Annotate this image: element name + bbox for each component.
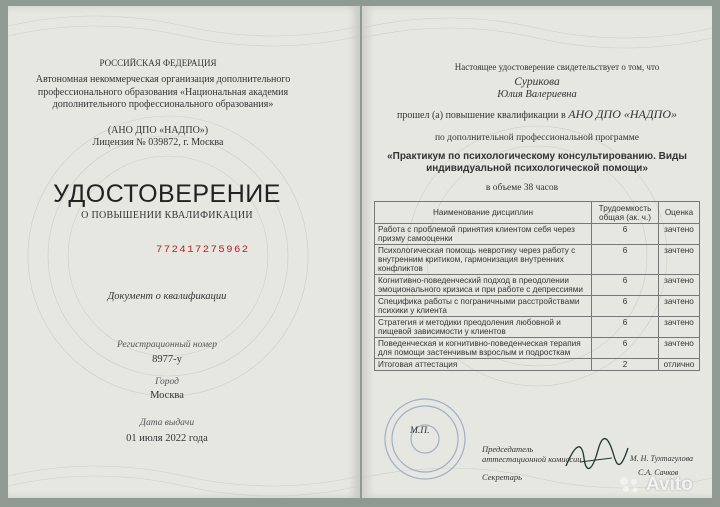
discipline-hours: 2 — [592, 359, 659, 371]
discipline-name: Итоговая аттестация — [375, 359, 592, 371]
discipline-grade: зачтено — [659, 275, 700, 296]
avito-watermark — [618, 474, 693, 496]
header-grade: Оценка — [659, 202, 700, 224]
issue-date-label: Дата выдачи — [139, 418, 195, 428]
city-value: Москва — [150, 390, 184, 401]
discipline-name: Поведенческая и когнитивно-поведенческая терапия для помощи застенчивым взрослым и подросткам — [375, 338, 592, 359]
chair-label: Председатель аттестационной комиссии — [482, 444, 582, 464]
passed-prefix: прошел (а) повышение квалификации в — [397, 110, 566, 121]
table-row — [375, 338, 700, 359]
table-row — [375, 317, 700, 338]
document-type: Документ о квалификации — [107, 291, 227, 302]
discipline-name: Работа с проблемой принятия клиентом себя через призму самооценки — [375, 224, 592, 245]
discipline-hours: 6 — [592, 245, 659, 275]
registration-number: 8977-у — [152, 354, 182, 365]
course-title: «Практикум по психологическому консультированию. Виды индивидуальной психологической помощи» — [387, 151, 687, 174]
document-subtitle: О ПОВЫШЕНИИ КВАЛИФИКАЦИИ — [81, 210, 253, 221]
organization-name: Автономная некоммерческая организация дополнительного профессионального образования «Национальная академия дополнительного профессионального образования» — [35, 74, 291, 110]
license-number: Лицензия № 039872, г. Москва — [92, 137, 224, 148]
passed-line — [362, 107, 712, 122]
passed-organization: АНО ДПО «НАДПО» — [568, 107, 677, 121]
recipient-surname: Сурикова — [514, 76, 560, 88]
issue-date: 01 июля 2022 года — [126, 433, 208, 444]
secretary-name: С.А. Сачков — [638, 468, 679, 477]
serial-number: 772417275962 — [156, 244, 250, 256]
discipline-grade: зачтено — [659, 245, 700, 275]
discipline-name: Стратегия и методики преодоления любовной и пищевой зависимости у клиентов — [375, 317, 592, 338]
recipient-given-names: Юлия Валериевна — [497, 89, 577, 100]
course-hours: в объеме 38 часов — [485, 183, 559, 193]
program-line: по дополнительной профессиональной программе — [434, 133, 640, 143]
organization-abbreviation: (АНО ДПО «НАДПО») — [107, 125, 209, 136]
registration-label: Регистрационный номер — [116, 340, 218, 350]
discipline-hours: 6 — [592, 338, 659, 359]
left-page — [8, 6, 360, 498]
city-label: Город — [155, 377, 179, 387]
discipline-grade: отлично — [659, 359, 700, 371]
header-hours: Трудоемкость общая (ак. ч.) — [592, 202, 659, 224]
document-title: УДОСТОВЕРЕНИЕ — [53, 180, 281, 208]
table-row — [375, 359, 700, 371]
table-row — [375, 275, 700, 296]
intro-text: Настоящее удостоверение свидетельствует о том, что — [454, 62, 660, 72]
discipline-hours: 6 — [592, 296, 659, 317]
discipline-hours: 6 — [592, 275, 659, 296]
table-header-row — [375, 202, 700, 224]
disciplines-table — [374, 201, 700, 371]
secretary-label: Секретарь — [482, 472, 522, 482]
avito-logo-icon — [618, 476, 640, 494]
chair-name: М. Н. Тухтагулова — [630, 454, 694, 463]
discipline-name: Специфика работы с пограничными расстройствами психики у клиента — [375, 296, 592, 317]
seal-placeholder: М.П. — [410, 426, 430, 436]
discipline-grade: зачтено — [659, 224, 700, 245]
discipline-grade: зачтено — [659, 317, 700, 338]
organization-stamp — [382, 396, 468, 482]
discipline-hours: 6 — [592, 224, 659, 245]
right-page — [362, 6, 712, 498]
discipline-hours: 6 — [592, 317, 659, 338]
country-label: РОССИЙСКАЯ ФЕДЕРАЦИЯ — [99, 58, 217, 68]
signature — [562, 436, 632, 476]
discipline-grade: зачтено — [659, 296, 700, 317]
discipline-name: Психологическая помощь невротику через работу с внутренним критиком, гармонизация внутренних конфликтов — [375, 245, 592, 275]
discipline-name: Когнитивно-поведенческий подход в преодолении эмоционального кризиса и при работе с депрессиями — [375, 275, 592, 296]
watermark-text: Avito — [646, 474, 693, 495]
table-row — [375, 245, 700, 275]
discipline-grade: зачтено — [659, 338, 700, 359]
table-row — [375, 224, 700, 245]
table-row — [375, 296, 700, 317]
header-discipline: Наименование дисциплин — [375, 202, 592, 224]
